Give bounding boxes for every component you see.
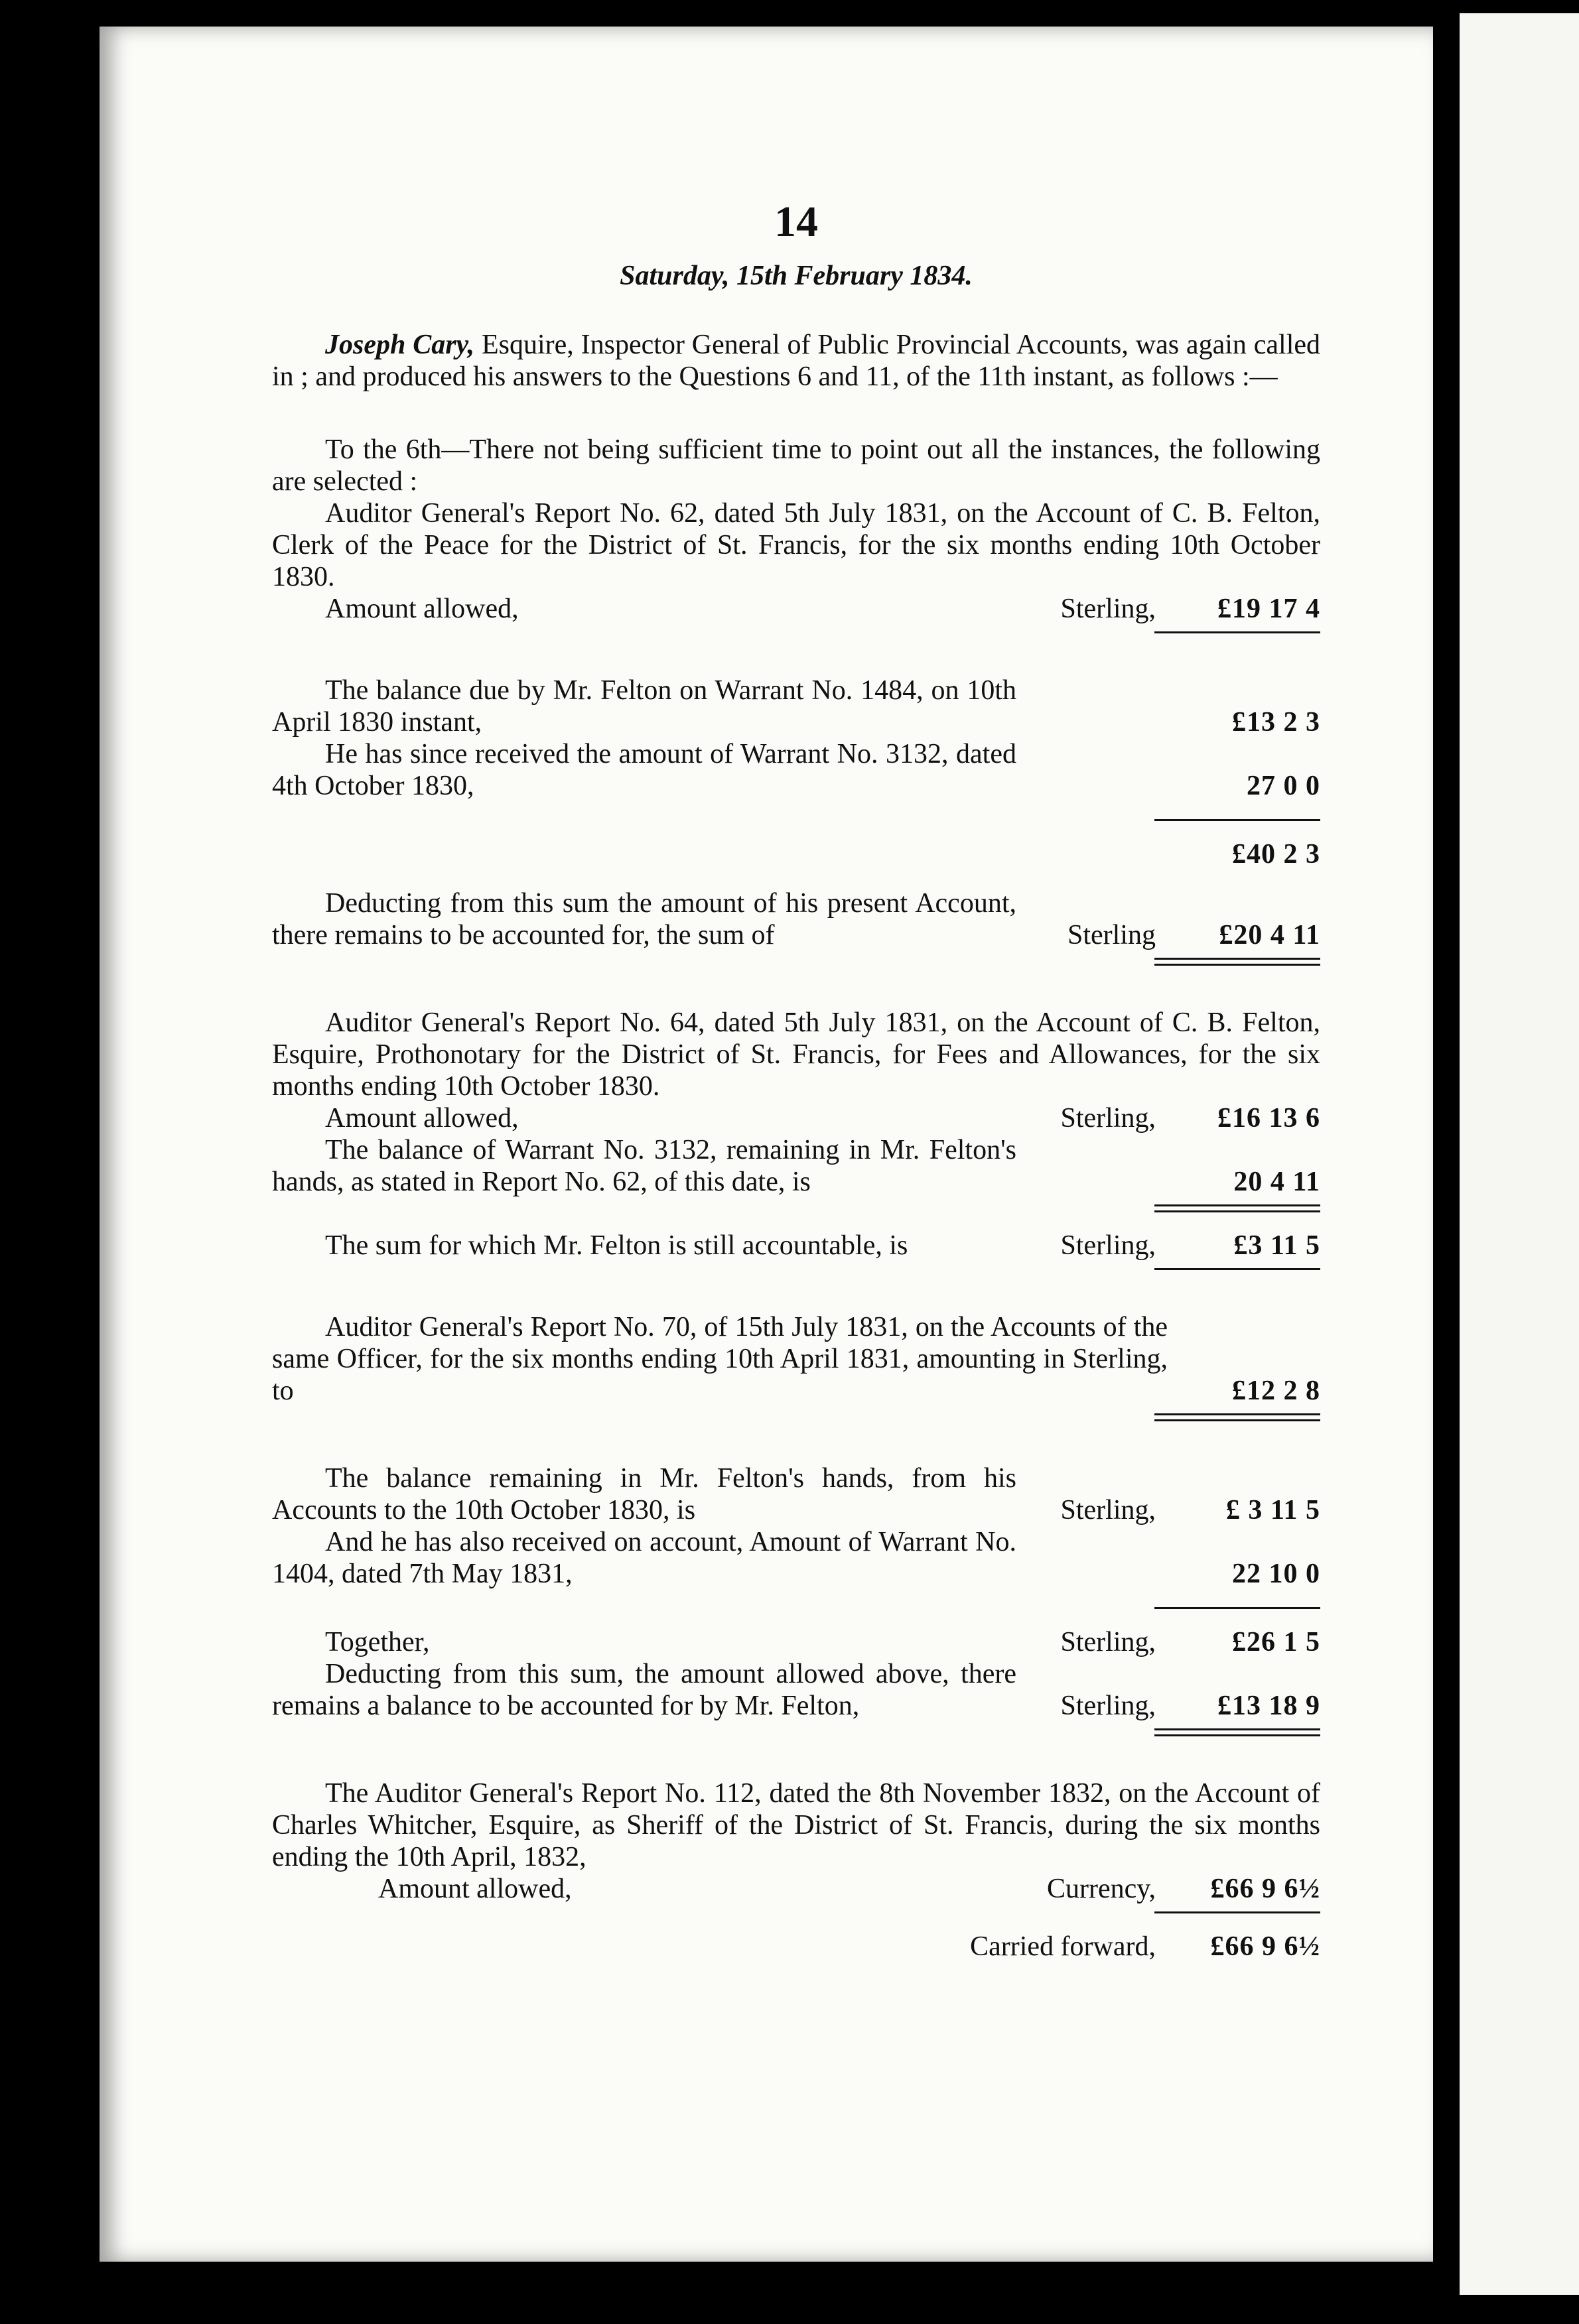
page-content <box>272 199 1320 1963</box>
row-label: Deducting from this sum, the amount allowed above, there remains a balance to be accounted for by Mr. Felton, <box>272 1659 1016 1721</box>
row-currency: Sterling, <box>1060 1103 1156 1133</box>
row-amount: £19 17 4 <box>1217 594 1320 624</box>
report-70-paragraph: Auditor General's Report No. 70, of 15th July 1831, on the Accounts of the same Officer, for the six months ending 10th April 1831, amounting in Sterling, to <box>272 1312 1168 1406</box>
report-64-allowed-row <box>272 1102 1320 1134</box>
page-number: 14 <box>774 198 818 246</box>
rule <box>1154 1607 1320 1609</box>
report-62-allowed-row <box>272 593 1320 625</box>
row-label: The balance remaining in Mr. Felton's hands, from his Accounts to the 10th October 1830, is <box>272 1463 1016 1525</box>
rule <box>1154 819 1320 821</box>
rule <box>1154 1268 1320 1270</box>
double-rule <box>1154 1728 1320 1736</box>
report-62-paragraph: Auditor General's Report No. 62, dated 5th July 1831, on the Account of C. B. Felton, Clerk of the Peace for the District of St. Francis, for the six months ending 10th October 1830. <box>272 498 1320 592</box>
warrant-3132-row <box>272 738 1320 802</box>
together-row <box>272 1626 1320 1658</box>
row-amount: £3 11 5 <box>1233 1230 1320 1261</box>
remaining-row <box>272 887 1320 951</box>
row-amount: £66 9 6½ <box>1210 1874 1320 1904</box>
row-amount: £20 4 11 <box>1219 920 1320 950</box>
felton-balance-due-row <box>272 1658 1320 1722</box>
row-amount: £12 2 8 <box>1232 1376 1320 1406</box>
intro-paragraph <box>272 329 1320 393</box>
row-label: Amount allowed, <box>325 1103 519 1133</box>
intro-text: Esquire, Inspector General of Public Provincial Accounts, was again called in ; and produced his answers to the Questions 6 and 11, of the 11th instant, as follows :— <box>272 330 1321 392</box>
warrant-balance-row <box>272 1134 1320 1198</box>
rule <box>1154 631 1320 633</box>
row-label: The balance due by Mr. Felton on Warrant No. 1484, on 10th April 1830 instant, <box>272 675 1016 738</box>
double-rule <box>1154 958 1320 966</box>
row-amount: £26 1 5 <box>1232 1627 1320 1657</box>
report-112-allowed-row <box>272 1873 1320 1905</box>
row-amount: £40 2 3 <box>1232 839 1320 870</box>
rule <box>1154 1911 1320 1913</box>
row-label: Carried forward, <box>970 1931 1156 1962</box>
felton-balance-row <box>272 675 1320 738</box>
row-amount: 20 4 11 <box>1233 1167 1320 1197</box>
report-70-row <box>272 1311 1320 1407</box>
warrant-1404-row <box>272 1526 1320 1590</box>
adjacent-page-edge <box>1460 13 1579 2295</box>
double-rule <box>1154 1413 1320 1421</box>
row-label: Amount allowed, <box>325 594 519 624</box>
row-label: Deducting from this sum the amount of his present Account, there remains to be accounted for, the sum of <box>272 888 1016 950</box>
witness-name: Joseph Cary, <box>325 330 475 360</box>
row-currency: Sterling <box>1067 920 1156 950</box>
row-currency: Sterling, <box>1060 1691 1156 1721</box>
row-currency: Sterling, <box>1060 1627 1156 1657</box>
row-label: He has since received the amount of Warrant No. 3132, dated 4th October 1830, <box>272 739 1016 801</box>
row-label: Together, <box>325 1627 430 1657</box>
row-amount: £16 13 6 <box>1217 1103 1320 1133</box>
row-amount: 27 0 0 <box>1247 771 1320 801</box>
sixth-answer-paragraph: To the 6th—There not being sufficient time to point out all the instances, the following are selected : <box>272 434 1320 497</box>
row-label: Amount allowed, <box>378 1874 572 1904</box>
row-amount: 22 10 0 <box>1232 1559 1320 1589</box>
carried-forward-row <box>272 1931 1320 1963</box>
row-label: The sum for which Mr. Felton is still accountable, is <box>325 1230 908 1261</box>
row-currency: Currency, <box>1046 1874 1156 1904</box>
report-112-paragraph: The Auditor General's Report No. 112, dated the 8th November 1832, on the Account of Charles Whitcher, Esquire, as Sheriff of the District of St. Francis, during the six months ending the 10th April, 1832, <box>272 1778 1320 1872</box>
row-currency: Sterling, <box>1060 594 1156 624</box>
row-currency: Sterling, <box>1060 1230 1156 1261</box>
row-label: The balance of Warrant No. 3132, remaining in Mr. Felton's hands, as stated in Report No. 62, of this date, is <box>272 1135 1016 1197</box>
row-amount: £13 18 9 <box>1217 1691 1320 1721</box>
row-currency: Sterling, <box>1060 1495 1156 1525</box>
subtotal-row <box>272 838 1320 870</box>
row-amount: £13 2 3 <box>1232 707 1320 738</box>
session-date: Saturday, 15th February 1834. <box>620 261 973 291</box>
row-label: And he has also received on account, Amount of Warrant No. 1404, dated 7th May 1831, <box>272 1527 1016 1589</box>
row-amount: £ 3 11 5 <box>1225 1495 1320 1525</box>
row-amount: £66 9 6½ <box>1210 1931 1320 1962</box>
accountable-row <box>272 1230 1320 1261</box>
remaining-balance-row <box>272 1462 1320 1526</box>
double-rule <box>1154 1204 1320 1212</box>
report-64-paragraph: Auditor General's Report No. 64, dated 5th July 1831, on the Account of C. B. Felton, Esquire, Prothonotary for the District of St. Francis, for Fees and Allowances, for the six months ending 10th October 1830. <box>272 1007 1320 1102</box>
